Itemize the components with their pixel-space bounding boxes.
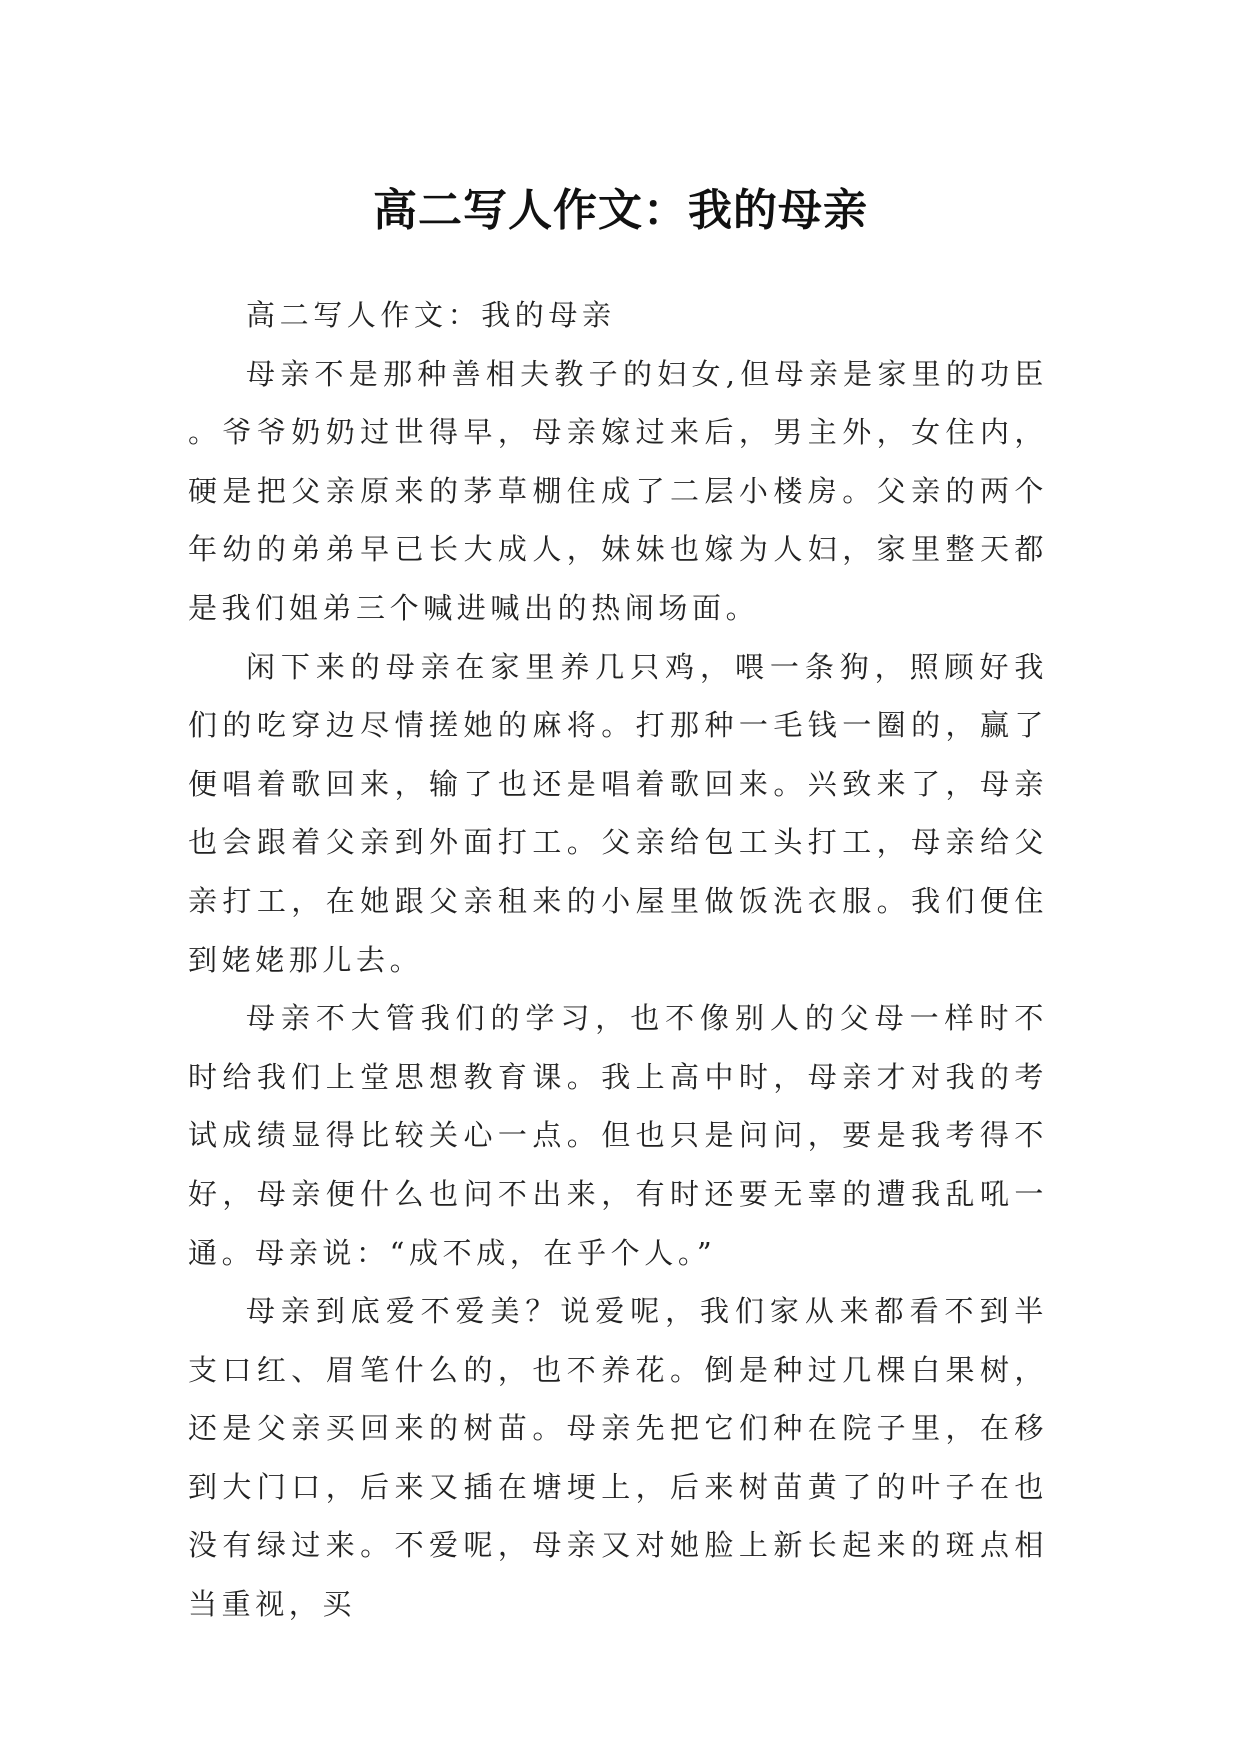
- paragraph: 母亲到底爱不爱美？说爱呢，我们家从来都看不到半支口红、眉笔什么的，也不养花。倒是种过几棵白果树，还是父亲买回来的树苗。母亲先把它们种在院子里，在移到大门口，后来又插在塘埂上，后来树苗黄了的叶子在也没有绿过来。不爱呢，母亲又对她脸上新长起来的斑点相当重视，买: [188, 1294, 1048, 1622]
- paragraph: 母亲不大管我们的学习，也不像别人的父母一样时不时给我们上堂思想教育课。我上高中时，母亲才对我的考试成绩显得比较关心一点。但也只是问问，要是我考得不好，母亲便什么也问不出来，有时还要无辜的遭我乱吼一通。母亲说：“成不成，在乎个人。”: [188, 1001, 1048, 1270]
- document-body: [188, 286, 1048, 1634]
- paragraph: 母亲不是那种善相夫教子的妇女,但母亲是家里的功臣。爷爷奶奶过世得早，母亲嫁过来后，男主外，女住内，硬是把父亲原来的茅草棚住成了二层小楼房。父亲的两个年幼的弟弟早已长大成人，妹妹也嫁为人妇，家里整天都是我们姐弟三个喊进喊出的热闹场面。: [188, 356, 1048, 625]
- document-title: 高二写人作文：我的母亲: [373, 185, 868, 237]
- paragraph: 高二写人作文：我的母亲: [246, 298, 616, 332]
- paragraph: 闲下来的母亲在家里养几只鸡，喂一条狗，照顾好我们的吃穿边尽情搓她的麻将。打那种一毛钱一圈的，赢了便唱着歌回来，输了也还是唱着歌回来。兴致来了，母亲也会跟着父亲到外面打工。父亲给包工头打工，母亲给父亲打工，在她跟父亲租来的小屋里做饭洗衣服。我们便住到姥姥那儿去。: [188, 649, 1048, 977]
